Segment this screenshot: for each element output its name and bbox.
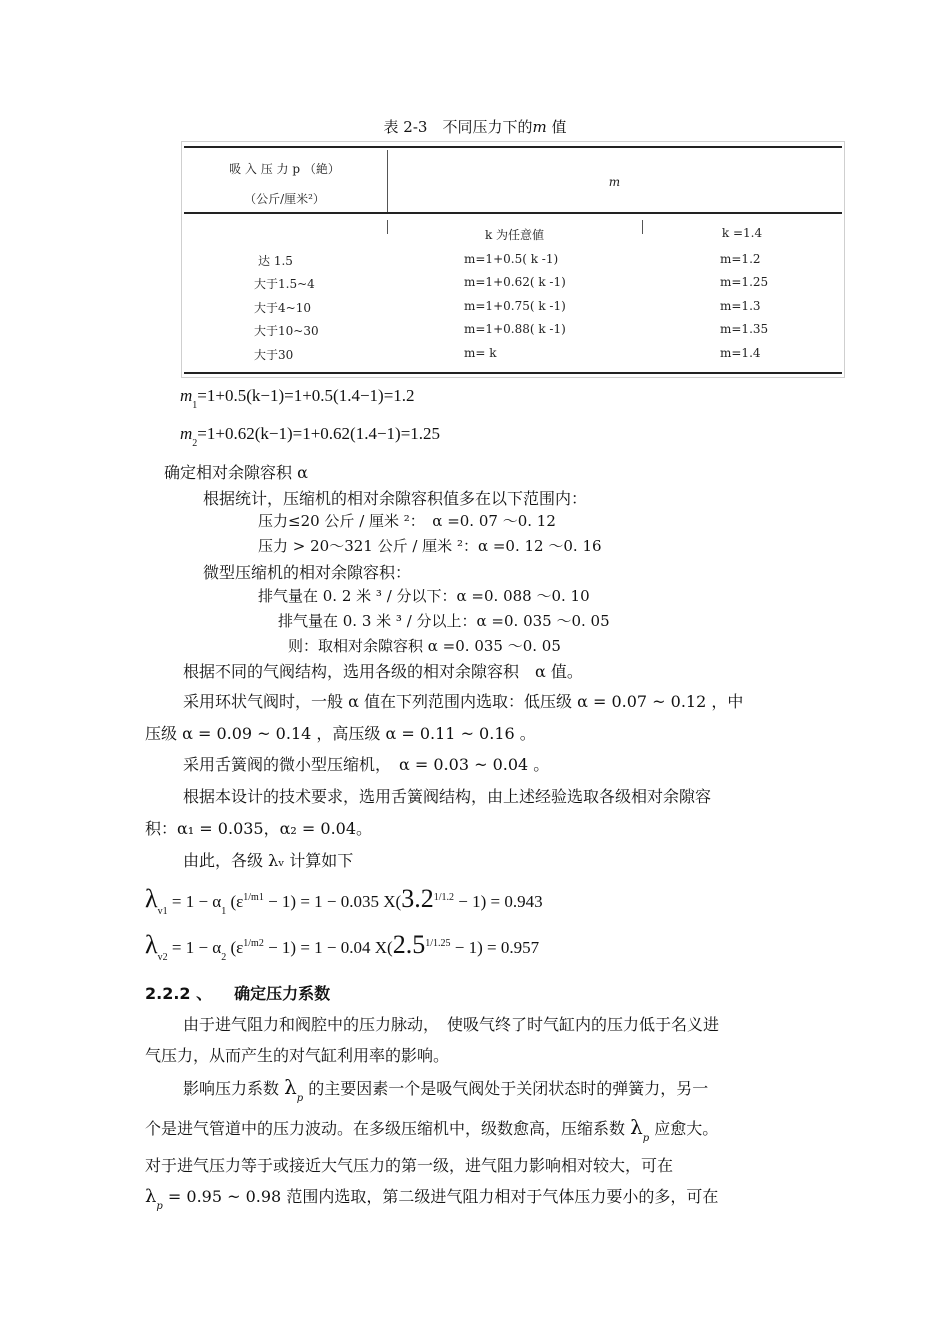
lambda-p-symbol: λ <box>284 1075 297 1099</box>
clearance-p1: 根据不同的气阀结构，选用各级的相对余隙容积 α 值。 <box>183 662 583 681</box>
caption-prefix: 表 2-3 不同压力下的 <box>383 118 533 136</box>
lambda-v2-part-c: − 1) = 1 − 0.04 X( <box>263 938 393 957</box>
row-formula: m= k <box>464 346 497 360</box>
col1-header-line1: 吸 入 压 力 p （絶） <box>229 162 340 176</box>
clearance-p4b: 积：α₁ = 0.035，α₂ = 0.04。 <box>145 819 373 838</box>
lambda-p-symbol: λ <box>630 1115 643 1139</box>
lambda-v1-part-a: = 1 − α <box>167 892 222 911</box>
p2b-post: 应愈大。 <box>649 1119 719 1138</box>
col2-header: m <box>608 175 621 189</box>
lambda-v1-part-b: (ε <box>226 892 244 911</box>
epsilon1-exponent: 1/m1 <box>243 892 264 903</box>
row-pressure: 达 1.5 <box>258 254 293 268</box>
lambda-p-subscript: p <box>156 1201 163 1212</box>
clearance-p2b: 压级 α = 0.09 ~ 0.14 ，高压级 α = 0.11 ~ 0.16 。 <box>145 724 536 743</box>
lambda-p-symbol: λ <box>145 1186 157 1207</box>
lambda-v1-part-c: − 1) = 1 − 0.035 X( <box>263 892 402 911</box>
row-formula: m=1+0.75( k -1) <box>464 299 566 313</box>
pressure-p1b: 气压力，从而产生的对气缸利用率的影响。 <box>145 1046 450 1065</box>
alpha1-subscript: 1 <box>221 906 227 917</box>
m1-rhs: =1+0.5(k−1)=1+0.5(1.4−1)=1.2 <box>197 386 415 405</box>
row-formula: m=1+0.88( k -1) <box>464 322 566 336</box>
pressure-p1a: 由于进气阻力和阀腔中的压力脉动， 使吸气终了时气缸内的压力低于名义进 <box>183 1015 720 1034</box>
row-pressure: 大于4~10 <box>254 301 311 315</box>
clearance-line5: 则：取相对余隙容积 α =0. 035 ～0. 05 <box>288 637 561 655</box>
section-heading <box>145 981 330 1004</box>
row-formula: m=1+0.5( k -1) <box>464 252 559 266</box>
clearance-p4a: 根据本设计的技术要求，选用舌簧阀结构，由上述经验选取各级相对余隙容 <box>183 787 712 806</box>
col1-header-line2: （公斤/厘米²） <box>244 192 325 206</box>
ratio1-base: 3.2 <box>401 884 434 913</box>
row-pressure: 大于30 <box>254 348 294 362</box>
row-pressure: 大于10~30 <box>254 324 319 338</box>
epsilon2-exponent: 1/m2 <box>243 938 264 949</box>
section-number: 2.2.2 、 <box>145 984 213 1003</box>
ratio2-base: 2.5 <box>392 930 426 959</box>
caption-var: m <box>532 118 547 136</box>
row-value: m=1.4 <box>720 346 761 360</box>
equation-lambda-v1 <box>145 884 543 917</box>
clearance-line1: 压力≤20 公斤 / 厘米 ²： α =0. 07 ～0. 12 <box>258 512 556 530</box>
table-header-rule <box>184 212 842 214</box>
equation-lambda-v2 <box>145 930 540 963</box>
m2-subscript: 2 <box>192 438 198 449</box>
lambda-symbol: λ <box>145 930 158 959</box>
lambda-v2-result: − 1) = 0.957 <box>450 938 540 957</box>
equation-m1 <box>180 386 415 411</box>
clearance-intro: 根据统计，压缩机的相对余隙容积值多在以下范围内： <box>203 489 588 508</box>
alpha2-subscript: 2 <box>221 952 227 963</box>
pressure-p2b <box>145 1115 719 1144</box>
subheader-k14: k =1.4 <box>721 226 763 240</box>
clearance-line2: 压力 > 20～321 公斤 / 厘米 ²：α =0. 12 ～0. 16 <box>258 537 602 555</box>
m2-symbol: m <box>180 424 193 443</box>
ratio1-exponent: 1/1.2 <box>433 892 454 903</box>
lambda-v2-subscript: v2 <box>157 952 168 963</box>
p2a-post: 的主要因素一个是吸气阀处于关闭状态时的弹簧力，另一 <box>303 1079 709 1098</box>
clearance-p2a: 采用环状气阀时，一般 α 值在下列范围内选取：低压级 α = 0.07 ~ 0.12 ，中 <box>183 692 744 711</box>
row-value: m=1.35 <box>720 322 769 336</box>
lambda-symbol: λ <box>145 884 158 913</box>
subheader-any-k: k 为任意値 <box>484 228 545 242</box>
clearance-line4: 排气量在 0. 3 米 ³ / 分以上：α =0. 035 ～0. 05 <box>278 612 610 630</box>
m2-rhs: =1+0.62(k−1)=1+0.62(1.4−1)=1.25 <box>197 424 441 443</box>
lambda-v1-result: − 1) = 0.943 <box>453 892 543 911</box>
section-title: 确定压力系数 <box>234 984 331 1003</box>
lambda-v1-subscript: v1 <box>157 906 168 917</box>
ratio2-exponent: 1/1.25 <box>425 938 451 949</box>
p2b-pre: 个是进气管道中的压力波动。在多级压缩机中，级数愈高，压缩系数 <box>145 1119 631 1138</box>
p2a-pre: 影响压力系数 <box>183 1079 285 1098</box>
lambda-p-subscript: p <box>296 1093 304 1104</box>
pressure-p2c: 对于进气压力等于或接近大气压力的第一级，进气阻力影响相对较大，可在 <box>145 1156 674 1175</box>
clearance-p5: 由此，各级 λᵥ 计算如下 <box>183 851 354 870</box>
pressure-p2d <box>145 1184 719 1212</box>
row-pressure: 大于1.5~4 <box>254 277 315 291</box>
row-value: m=1.25 <box>720 275 769 289</box>
row-value: m=1.2 <box>720 252 761 266</box>
clearance-micro-title: 微型压缩机的相对余隙容积： <box>203 563 412 582</box>
m-value-table <box>181 141 845 378</box>
table-caption <box>0 116 950 137</box>
table-bottom-rule <box>184 372 842 374</box>
row-formula: m=1+0.62( k -1) <box>464 275 566 289</box>
p2d-post: = 0.95 ~ 0.98 范围内选取，第二级进气阻力相对于气体压力要小的多，可在 <box>162 1187 719 1206</box>
m1-subscript: 1 <box>192 400 198 411</box>
equation-m2 <box>180 424 441 449</box>
caption-suffix: 值 <box>546 118 567 136</box>
lambda-v2-part-a: = 1 − α <box>167 938 222 957</box>
lambda-p-subscript: p <box>642 1133 650 1144</box>
lambda-v2-part-b: (ε <box>226 938 244 957</box>
row-value: m=1.3 <box>720 299 761 313</box>
table-top-rule <box>184 146 842 148</box>
m1-symbol: m <box>180 386 193 405</box>
pressure-p2a <box>183 1075 709 1104</box>
clearance-line3: 排气量在 0. 2 米 ³ / 分以下：α =0. 088 ～0. 10 <box>258 587 590 605</box>
clearance-title: 确定相对余隙容积 α <box>164 463 308 482</box>
clearance-p3: 采用舌簧阀的微小型压缩机， α = 0.03 ~ 0.04 。 <box>183 755 550 774</box>
